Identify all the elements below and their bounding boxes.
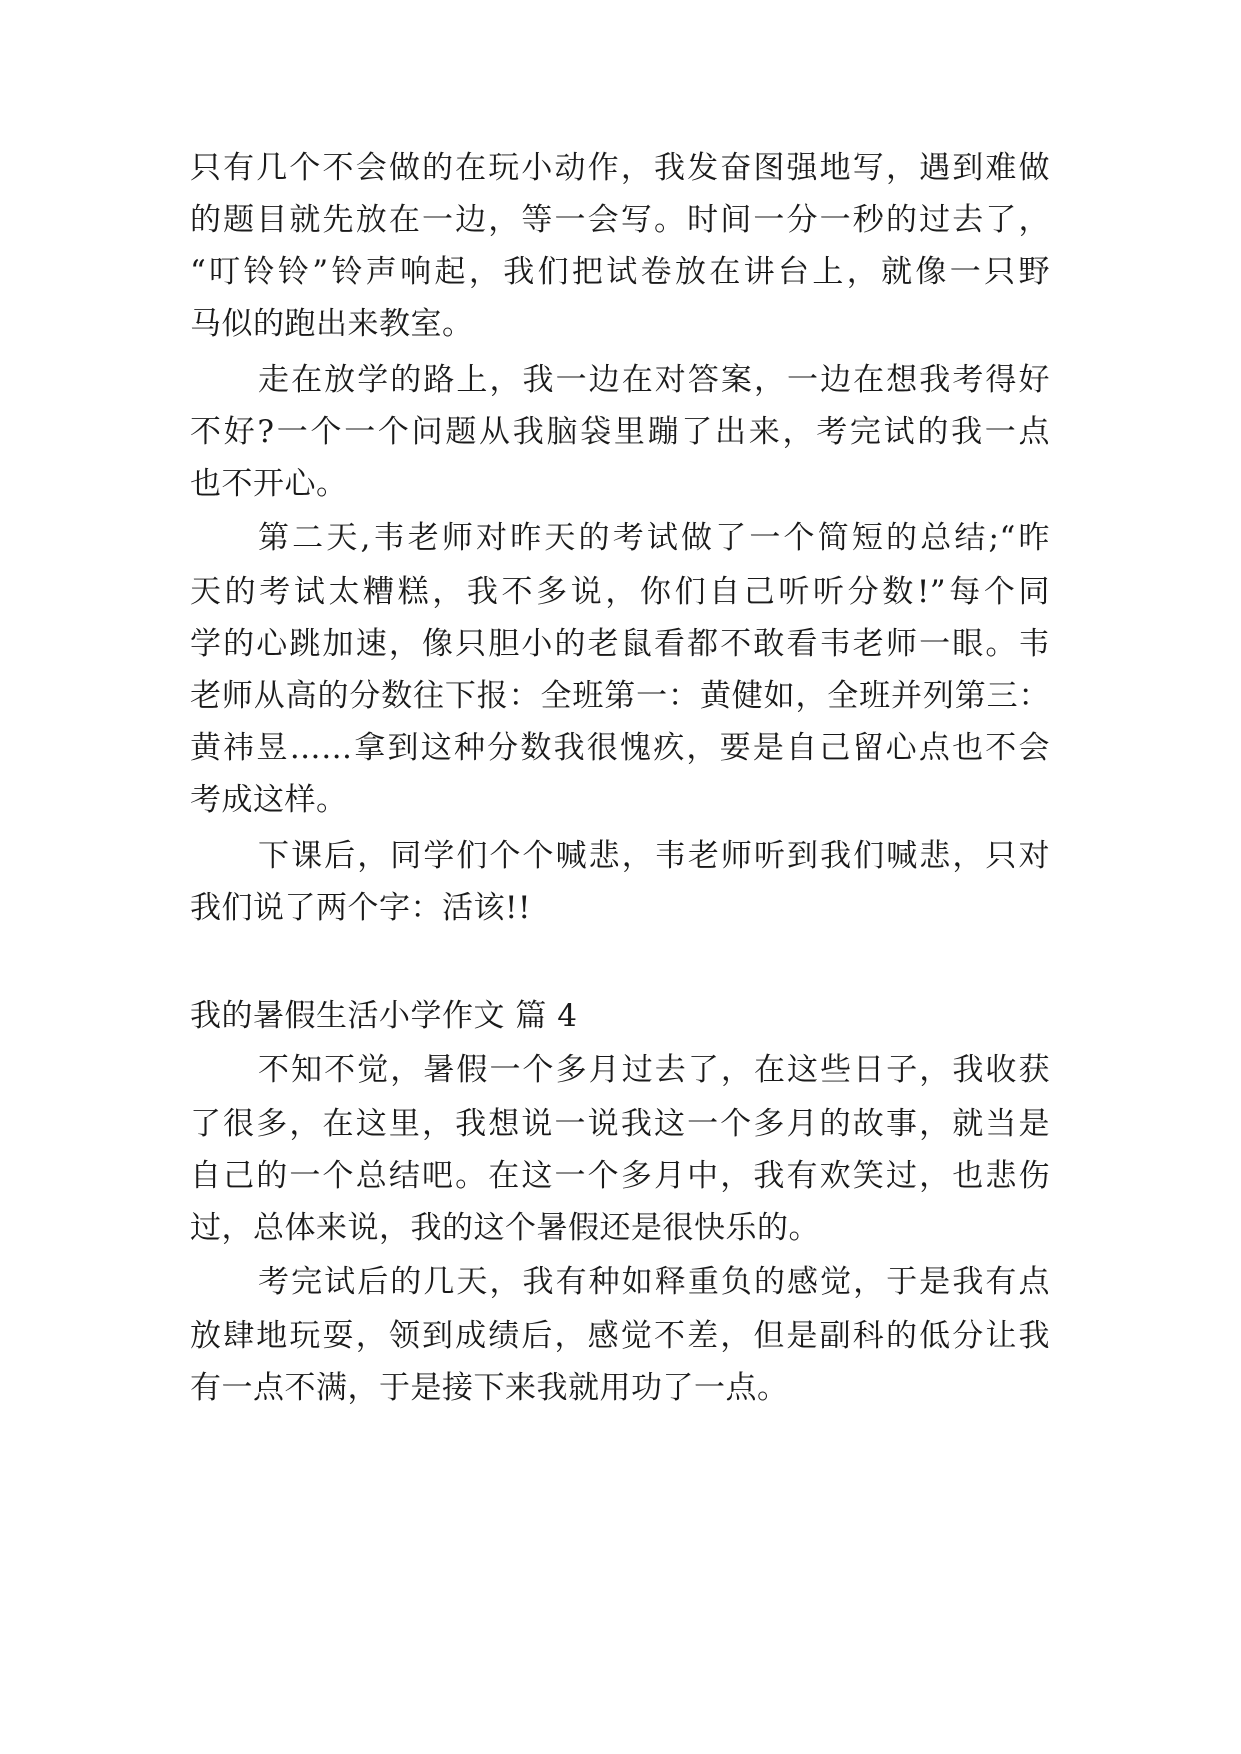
text-line: 不好?一个一个问题从我脑袋里蹦了出来，考完试的我一点 bbox=[190, 414, 1050, 450]
paragraph-first-line: 走在放学的路上，我一边在对答案，一边在想我考得好 bbox=[258, 362, 1050, 398]
paragraph-first-line: 不知不觉，暑假一个多月过去了，在这些日子，我收获 bbox=[258, 1052, 1050, 1088]
text-line: 只有几个不会做的在玩小动作，我发奋图强地写，遇到难做 bbox=[190, 150, 1050, 186]
paragraph-first-line: 下课后，同学们个个喊悲，韦老师听到我们喊悲，只对 bbox=[258, 838, 1050, 874]
text-line: 了很多，在这里，我想说一说我这一个多月的故事，就当是 bbox=[190, 1106, 1050, 1142]
text-line: 的题目就先放在一边，等一会写。时间一分一秒的过去了， bbox=[190, 202, 1050, 238]
text-line: 也不开心。 bbox=[190, 466, 348, 502]
text-line: 老师从高的分数往下报：全班第一：黄健如，全班并列第三： bbox=[190, 678, 1050, 714]
text-line: 有一点不满，于是接下来我就用功了一点。 bbox=[190, 1370, 789, 1406]
paragraph-first-line: 第二天,韦老师对昨天的考试做了一个简短的总结;“昨 bbox=[258, 520, 1050, 556]
text-line: 马似的跑出来教室。 bbox=[190, 306, 474, 342]
paragraph-first-line: 考完试后的几天，我有种如释重负的感觉，于是我有点 bbox=[258, 1264, 1050, 1300]
text-line: 自己的一个总结吧。在这一个多月中，我有欢笑过，也悲伤 bbox=[190, 1158, 1050, 1194]
text-line: “叮铃铃”铃声响起，我们把试卷放在讲台上，就像一只野 bbox=[190, 254, 1050, 290]
text-line: 黄祎昱……拿到这种分数我很愧疚，要是自己留心点也不会 bbox=[190, 730, 1050, 766]
text-line: 我们说了两个字：活该!! bbox=[190, 890, 531, 926]
text-line: 过，总体来说，我的这个暑假还是很快乐的。 bbox=[190, 1210, 820, 1246]
text-line: 学的心跳加速，像只胆小的老鼠看都不敢看韦老师一眼。韦 bbox=[190, 626, 1050, 662]
text-line: 放肆地玩耍，领到成绩后，感觉不差，但是副科的低分让我 bbox=[190, 1318, 1050, 1354]
section-heading: 我的暑假生活小学作文 篇 4 bbox=[190, 998, 578, 1034]
text-line: 天的考试太糟糕，我不多说，你们自己听听分数!”每个同 bbox=[190, 574, 1050, 610]
text-line: 考成这样。 bbox=[190, 782, 348, 818]
